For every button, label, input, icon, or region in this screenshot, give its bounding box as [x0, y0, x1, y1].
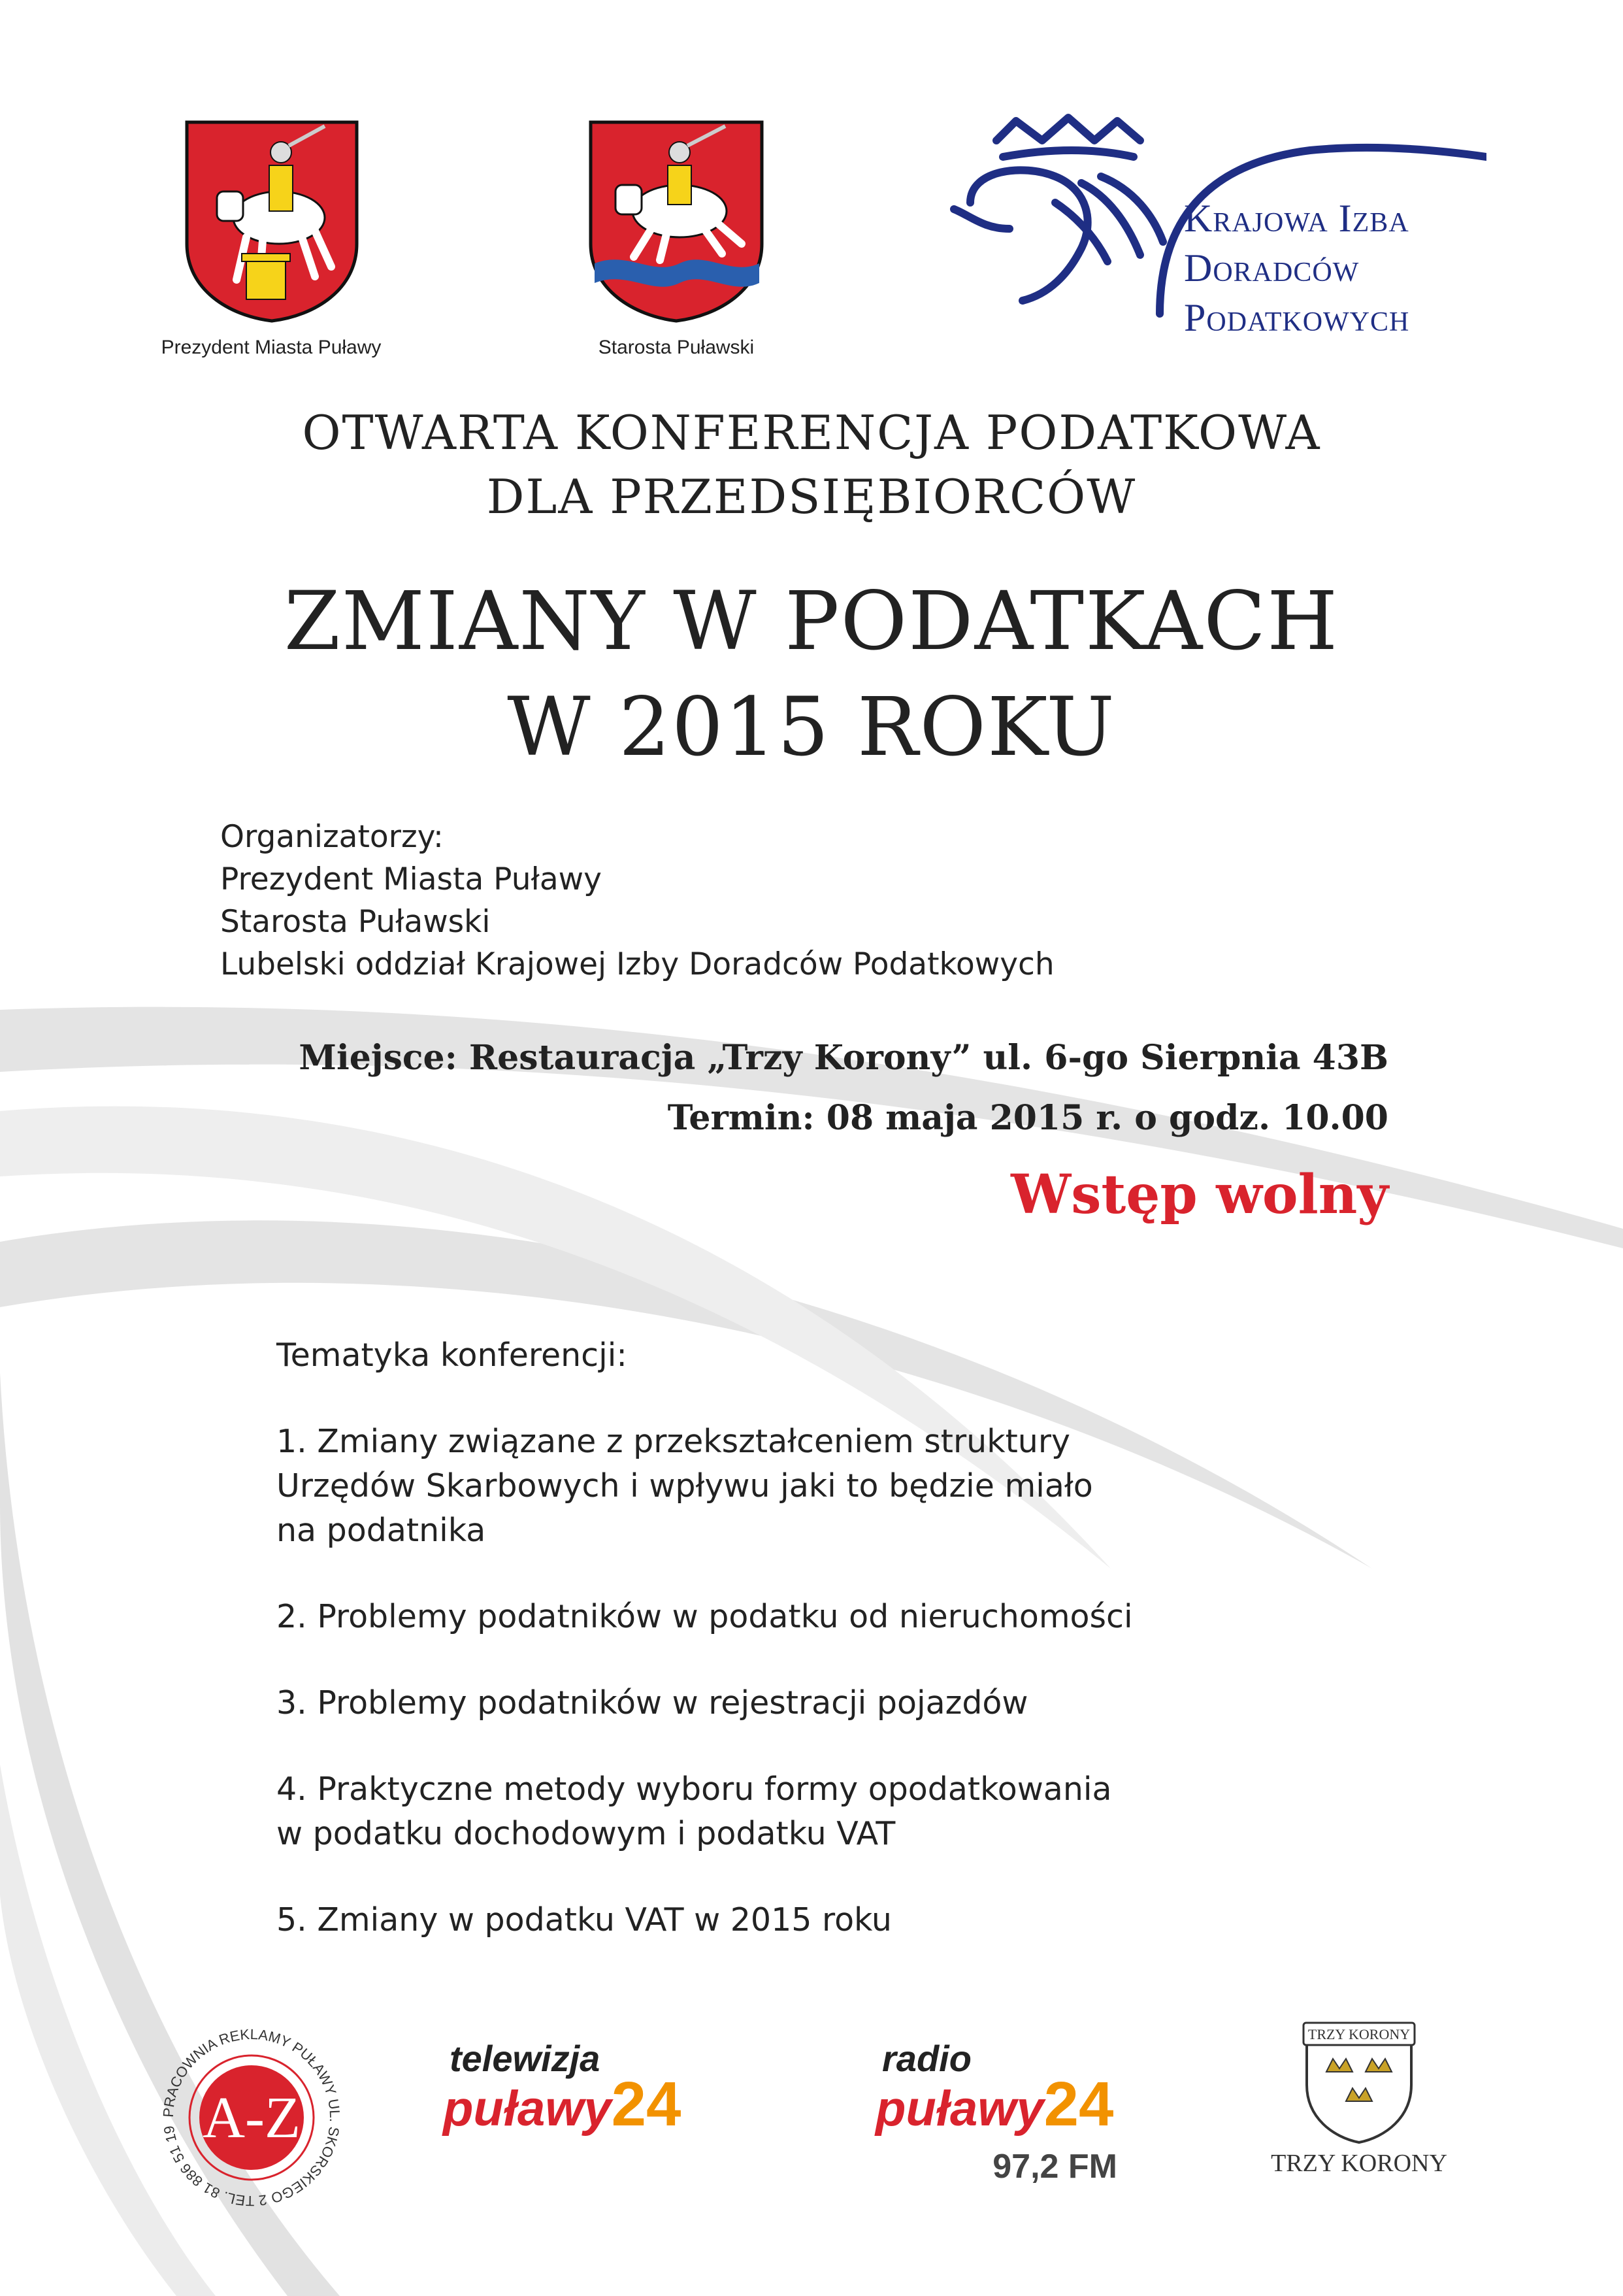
subtitle-line-1: OTWARTA KONFERENCJA PODATKOWA [302, 405, 1321, 460]
organizer-item: Lubelski oddział Krajowej Izby Doradców Podatkowych [220, 946, 1055, 982]
subtitle-line-2: DLA PRZEDSIĘBIORCÓW [486, 469, 1137, 524]
tv-line-2: puławy [443, 2081, 612, 2137]
radio-line-2: puławy [876, 2081, 1044, 2137]
az-logo [154, 2020, 350, 2216]
conference-title [0, 569, 1623, 780]
radio-pulawy24-logo [876, 2038, 1137, 2186]
topics-block [276, 1333, 1387, 1984]
crest-caption-city: Prezydent Miasta Puławy [161, 337, 382, 358]
radio-line-1: radio [882, 2038, 972, 2079]
radio-frequency: 97,2 FM [992, 2148, 1117, 2186]
tv-number: 24 [611, 2069, 681, 2139]
title-line-1: ZMIANY W PODATKACH [284, 574, 1339, 669]
telewizja-pulawy24-logo [443, 2039, 744, 2137]
kidp-line-1: Krajowa Izba [1184, 197, 1409, 240]
topic-item-3: 3. Problemy podatników w rejestracji pojazdów [276, 1684, 1028, 1722]
topics-label: Tematyka konferencji: [276, 1337, 627, 1374]
radio-number: 24 [1043, 2069, 1114, 2139]
event-date: Termin: 08 maja 2015 r. o godz. 10.00 [667, 1098, 1388, 1138]
topic-item-4: 4. Praktyczne metody wyboru formy opodatkowania w podatku dochodowym i podatku VAT [276, 1771, 1112, 1852]
topic-item-2: 2. Problemy podatników w podatku od nieruchomości [276, 1598, 1133, 1635]
event-place: Miejsce: Restauracja „Trzy Korony” ul. 6-go Sierpnia 43B [299, 1038, 1388, 1078]
topic-item-5: 5. Zmiany w podatku VAT w 2015 roku [276, 1901, 892, 1938]
kidp-name [1184, 193, 1524, 342]
tv-line-1: telewizja [450, 2038, 600, 2079]
crest-caption-county: Starosta Puławski [598, 337, 755, 358]
az-ring-text: PRACOWNIA REKLAMY PUŁAWY UL. SKORSKIEGO 2 TEL. 81 886 51 19 [159, 2025, 344, 2210]
kidp-line-3: Podatkowych [1184, 296, 1410, 339]
crest-pulawy-county [588, 120, 764, 324]
conference-subtitle [0, 401, 1623, 529]
organizers-label: Organizatorzy: [220, 819, 444, 855]
organizers-block [220, 816, 1331, 986]
free-entry: Wstęp wolny [1011, 1163, 1388, 1226]
crown-banner-text: TRZY KORONY [1307, 2026, 1411, 2042]
kidp-line-2: Doradców [1184, 246, 1360, 290]
az-mark: A-Z [203, 2086, 301, 2150]
organizer-item: Starosta Puławski [220, 904, 491, 940]
topic-item-1: 1. Zmiany związane z przekształceniem struktury Urzędów Skarbowych i wpływu jaki to będzie miało na podatnika [276, 1423, 1093, 1549]
crest-pulawy-city [184, 120, 359, 324]
trzy-korony-logo [1281, 2013, 1437, 2144]
title-line-2: W 2015 ROKU [507, 680, 1116, 774]
trzy-korony-caption: TRZY KORONY [1271, 2150, 1447, 2177]
organizer-item: Prezydent Miasta Puławy [220, 861, 602, 897]
